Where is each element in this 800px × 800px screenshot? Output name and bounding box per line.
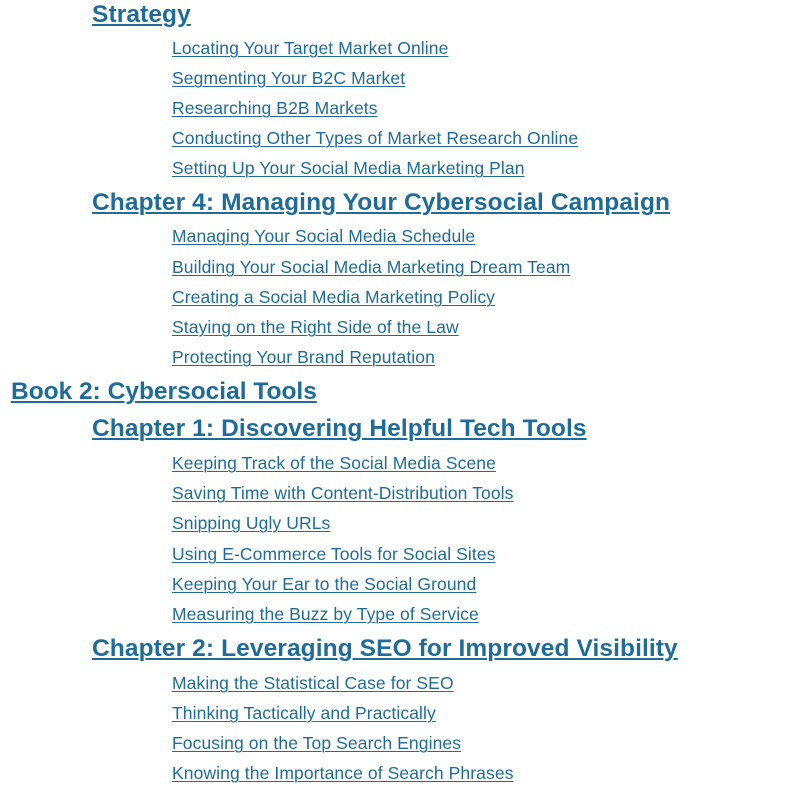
book-link-cybersocial-tools[interactable]: Book 2: Cybersocial Tools: [11, 378, 317, 405]
section-link-thinking-tactically[interactable]: Thinking Tactically and Practically: [172, 703, 436, 723]
section-link-measuring-buzz[interactable]: Measuring the Buzz by Type of Service: [172, 604, 479, 624]
section-link-top-search-engines[interactable]: Focusing on the Top Search Engines: [172, 733, 462, 753]
section-link-ecommerce-tools[interactable]: Using E-Commerce Tools for Social Sites: [172, 544, 496, 564]
section-link-search-phrases[interactable]: Knowing the Importance of Search Phrases: [172, 763, 514, 783]
chapter-link-helpful-tech-tools[interactable]: Chapter 1: Discovering Helpful Tech Tools: [92, 415, 587, 442]
section-link-social-ground[interactable]: Keeping Your Ear to the Social Ground: [172, 574, 477, 594]
section-link-statistical-case-seo[interactable]: Making the Statistical Case for SEO: [172, 673, 454, 693]
section-link-marketing-plan[interactable]: Setting Up Your Social Media Marketing Plan: [172, 158, 525, 178]
chapter-link-managing-campaign[interactable]: Chapter 4: Managing Your Cybersocial Campaign: [92, 189, 671, 216]
section-link-social-media-scene[interactable]: Keeping Track of the Social Media Scene: [172, 453, 496, 473]
section-link-segmenting-b2c[interactable]: Segmenting Your B2C Market: [172, 68, 406, 88]
section-link-dream-team[interactable]: Building Your Social Media Marketing Dream Team: [172, 257, 571, 277]
chapter-link-leveraging-seo[interactable]: Chapter 2: Leveraging SEO for Improved Visibility: [92, 635, 678, 662]
section-link-snipping-urls[interactable]: Snipping Ugly URLs: [172, 513, 331, 533]
section-link-researching-b2b[interactable]: Researching B2B Markets: [172, 98, 378, 118]
section-link-managing-schedule[interactable]: Managing Your Social Media Schedule: [172, 226, 476, 246]
section-link-brand-reputation[interactable]: Protecting Your Brand Reputation: [172, 347, 435, 367]
chapter-link-strategy[interactable]: Strategy: [92, 1, 191, 28]
section-link-locating-target-market[interactable]: Locating Your Target Market Online: [172, 38, 449, 58]
section-link-content-distribution[interactable]: Saving Time with Content-Distribution Tools: [172, 483, 514, 503]
section-link-marketing-policy[interactable]: Creating a Social Media Marketing Policy: [172, 287, 496, 307]
section-link-other-market-research[interactable]: Conducting Other Types of Market Research Online: [172, 128, 579, 148]
section-link-right-side-of-law[interactable]: Staying on the Right Side of the Law: [172, 317, 459, 337]
